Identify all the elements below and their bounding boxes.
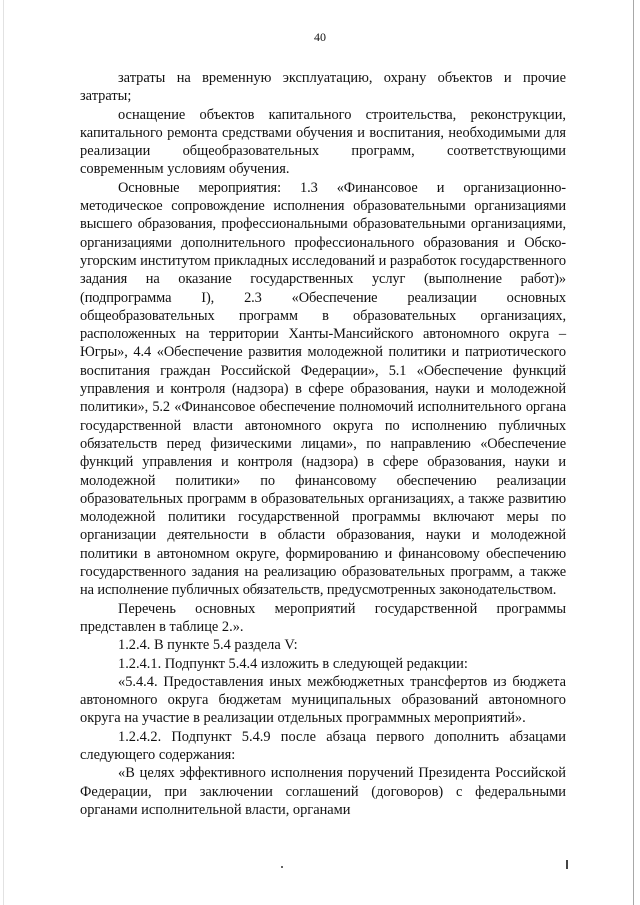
scan-speck	[281, 866, 283, 868]
scan-right-edge	[633, 0, 634, 905]
paragraph-5: 1.2.4. В пункте 5.4 раздела V:	[118, 637, 298, 654]
scan-left-edge	[3, 0, 4, 905]
scan-mark	[566, 860, 568, 869]
paragraph-2: оснащение объектов капитального строительства, реконструкции, капитального ремонта средствами обучения и воспитания, необходимыми для реализации общеобразовательных программ, соответствующими современным условиям обучения.	[80, 106, 566, 178]
paragraph-7: «5.4.4. Предоставления иных межбюджетных трансфертов из бюджета автономного округа бюджетам муниципальных образований автономного округа на участие в реализации отдельных программных мероприятий».	[80, 673, 566, 727]
paragraph-6: 1.2.4.1. Подпункт 5.4.4 изложить в следующей редакции:	[118, 655, 468, 672]
paragraph-9: «В целях эффективного исполнения поручений Президента Российской Федерации, при заключении соглашений (договоров) с федеральными органами исполнительной власти, органами	[80, 765, 566, 818]
body-text	[80, 69, 566, 819]
paragraph-1: затраты на временную эксплуатацию, охрану объектов и прочие затраты;	[80, 70, 566, 105]
paragraph-8: 1.2.4.2. Подпункт 5.4.9 после абзаца первого дополнить абзацами следующего содержания:	[80, 728, 566, 763]
paragraph-3: Основные мероприятия: 1.3 «Финансовое и организационно-методическое сопровождение исполнения образовательными организациями высшего образования, профессиональными образовательными организациями, организациями дополнительного профессионального образования и Обско-угорским институтом прикладных исследований и разработок государственного задания на оказание государственных услуг (выполнение работ)» (подпрограмма I), 2.3 «Обеспечение реализации основных общеобразовательных программ в образовательных организациях, расположенных на территории Ханты-Мансийского автономного округа – Югры», 4.4 «Обеспечение развития молодежной политики и патриотического воспитания граждан Российской Федерации», 5.1 «Обеспечение функций управления и контроля (надзора) в сфере образования, науки и молодежной политики», 5.2 «Финансовое обеспечение полномочий исполнительного органа государственной власти автономного округа по исполнению публичных обязательств перед физическими лицами», по направлению «Обеспечение функций управления и контроля (надзора) в сфере образования, науки и молодежной политики» по финансовому обеспечению реализации образовательных программ в образовательных организациях, а также развитию молодежной политики государственной программы включают меры по организации деятельности в области образования, науки и молодежной политики в автономном округе, формированию и финансовому обеспечению государственного задания на реализацию образовательных программ, а также на исполнение публичных обязательств, предусмотренных законодательством.	[80, 179, 566, 599]
paragraph-4: Перечень основных мероприятий государственной программы представлен в таблице 2.».	[80, 600, 566, 635]
page-number: 40	[314, 30, 326, 44]
